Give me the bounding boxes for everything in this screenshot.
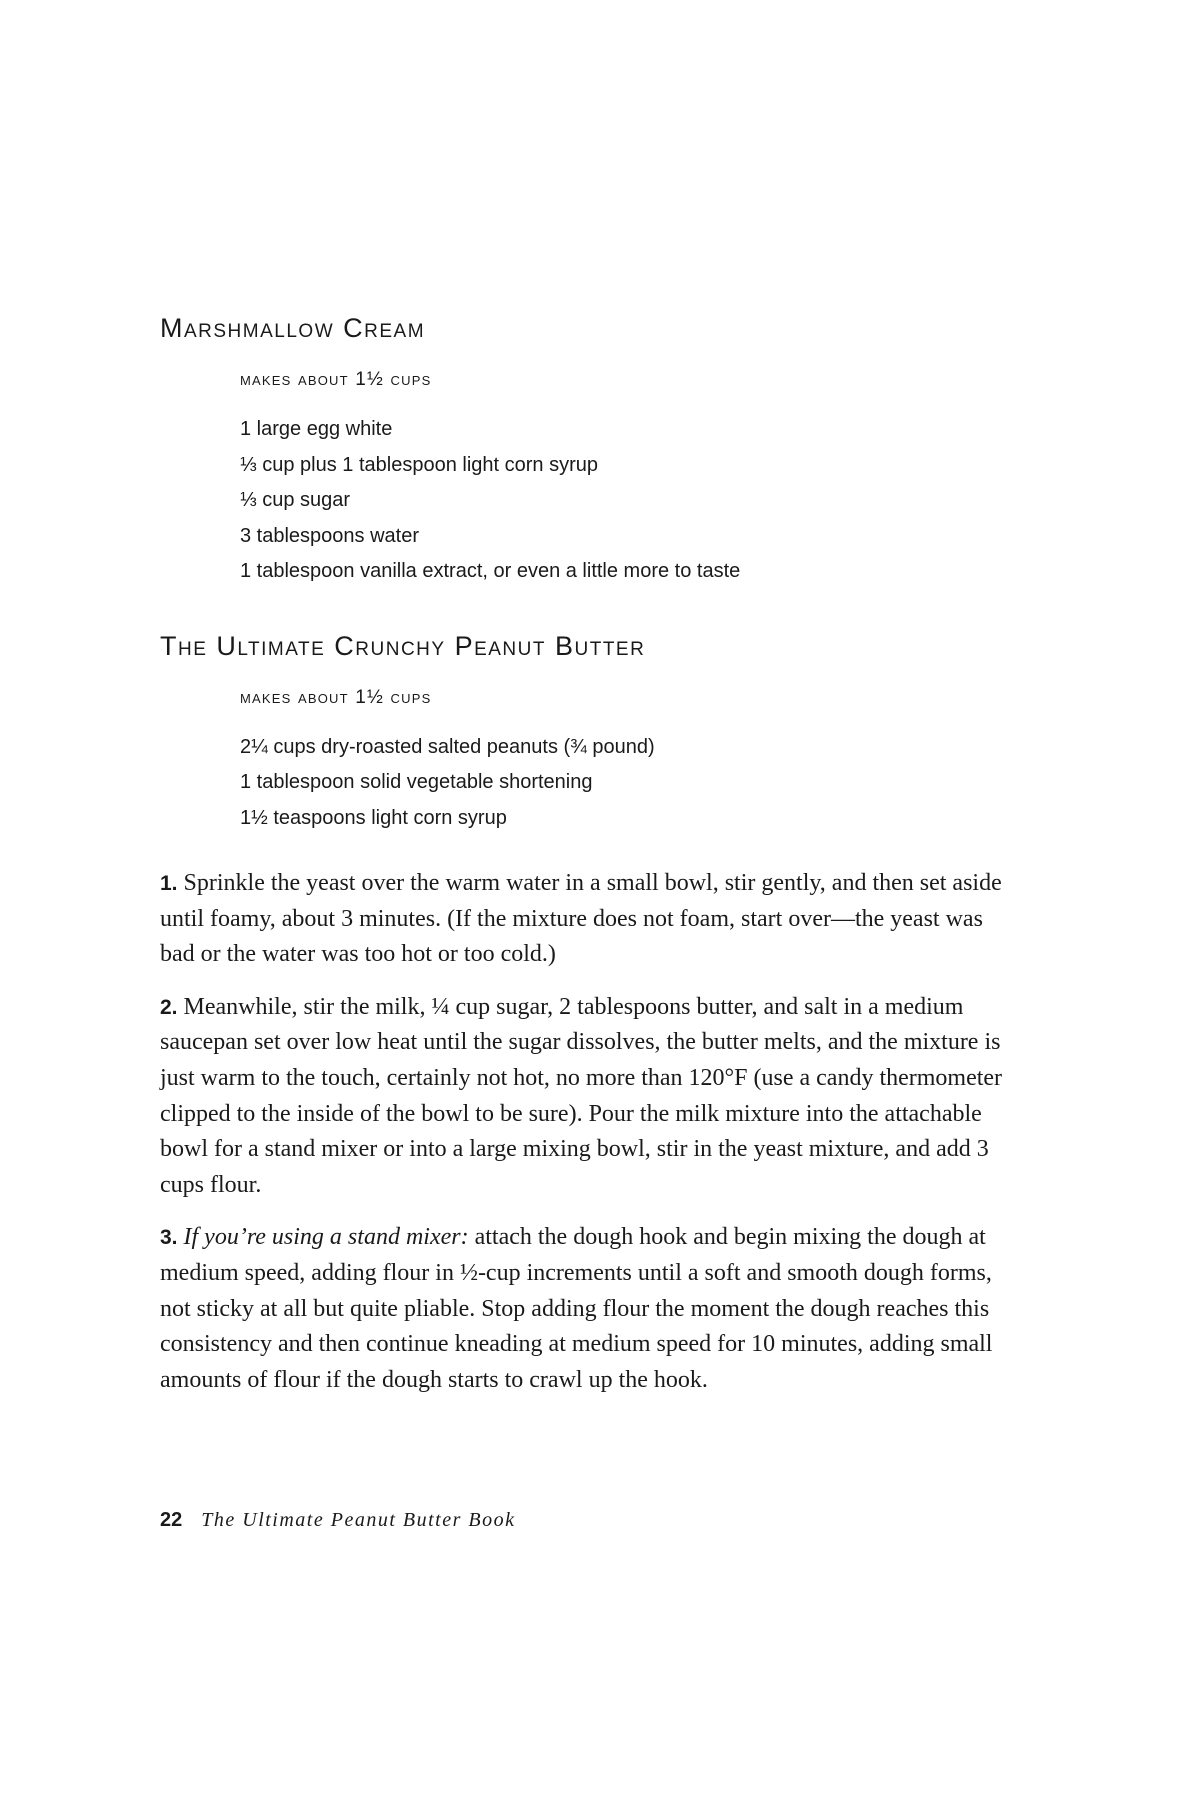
ingredient-item: 2¼ cups dry-roasted salted peanuts (¾ pound) (240, 735, 655, 758)
recipe-title: Marshmallow Cream (160, 313, 426, 343)
running-book-title: The Ultimate Peanut Butter Book (201, 1509, 516, 1531)
page-footer (160, 1506, 515, 1534)
recipe-crunchy-peanut-butter (160, 626, 1020, 837)
recipe-yield: makes about 1½ cups (240, 686, 432, 708)
ingredient-item: 1½ teaspoons light corn syrup (240, 806, 507, 829)
ingredient-item: 1 tablespoon solid vegetable shortening (240, 771, 593, 793)
method-steps (160, 866, 1020, 1398)
step-number: 3. (160, 1226, 178, 1250)
ingredient-item: ⅓ cup sugar (240, 489, 351, 511)
step-2 (160, 990, 1020, 1204)
ingredient-list (240, 730, 1020, 837)
page-content (160, 308, 1020, 1415)
step-text: Sprinkle the yeast over the warm water in a small bowl, stir gently, and then set aside until foamy, about 3 minutes. (If the mixture does not foam, start over—the yeast was bad or the water was too hot or too cold.) (160, 870, 1002, 968)
step-lead-in: If you’re using a stand mixer: (183, 1224, 469, 1251)
step-text: Meanwhile, stir the milk, ¼ cup sugar, 2 tablespoons butter, and salt in a medium saucepan set over low heat until the sugar dissolves, the butter melts, and the mixture is just warm to the touch, certainly not hot, no more than 120°F (use a candy thermometer clipped to the inside of the bowl to be sure). Pour the milk mixture into the attachable bowl for a stand mixer or into a large mixing bowl, stir in the yeast mixture, and add 3 cups flour. (160, 993, 1003, 1198)
ingredient-item: 1 large egg white (240, 418, 393, 440)
step-3 (160, 1220, 1020, 1398)
step-1 (160, 866, 1020, 973)
ingredient-item: 3 tablespoons water (240, 524, 420, 547)
step-text: attach the dough hook and begin mixing the dough at medium speed, adding flour in ½-cup increments until a soft and smooth dough forms, not sticky at all but quite pliable. Stop adding flour the moment the dough reaches this consistency and then continue kneading at medium speed for 10 minutes, adding small amounts of flour if the dough starts to crawl up the hook. (160, 1224, 993, 1393)
recipe-title: The Ultimate Crunchy Peanut Butter (160, 630, 646, 661)
step-number: 1. (160, 872, 178, 895)
ingredient-item: 1 tablespoon vanilla extract, or even a little more to taste (240, 560, 741, 582)
page-number: 22 (160, 1509, 183, 1531)
ingredient-list (240, 412, 1020, 590)
recipe-yield: makes about 1½ cups (240, 369, 432, 390)
step-number: 2. (160, 995, 178, 1019)
ingredient-item: ⅓ cup plus 1 tablespoon light corn syrup (240, 453, 598, 476)
recipe-marshmallow-cream (160, 308, 1020, 590)
